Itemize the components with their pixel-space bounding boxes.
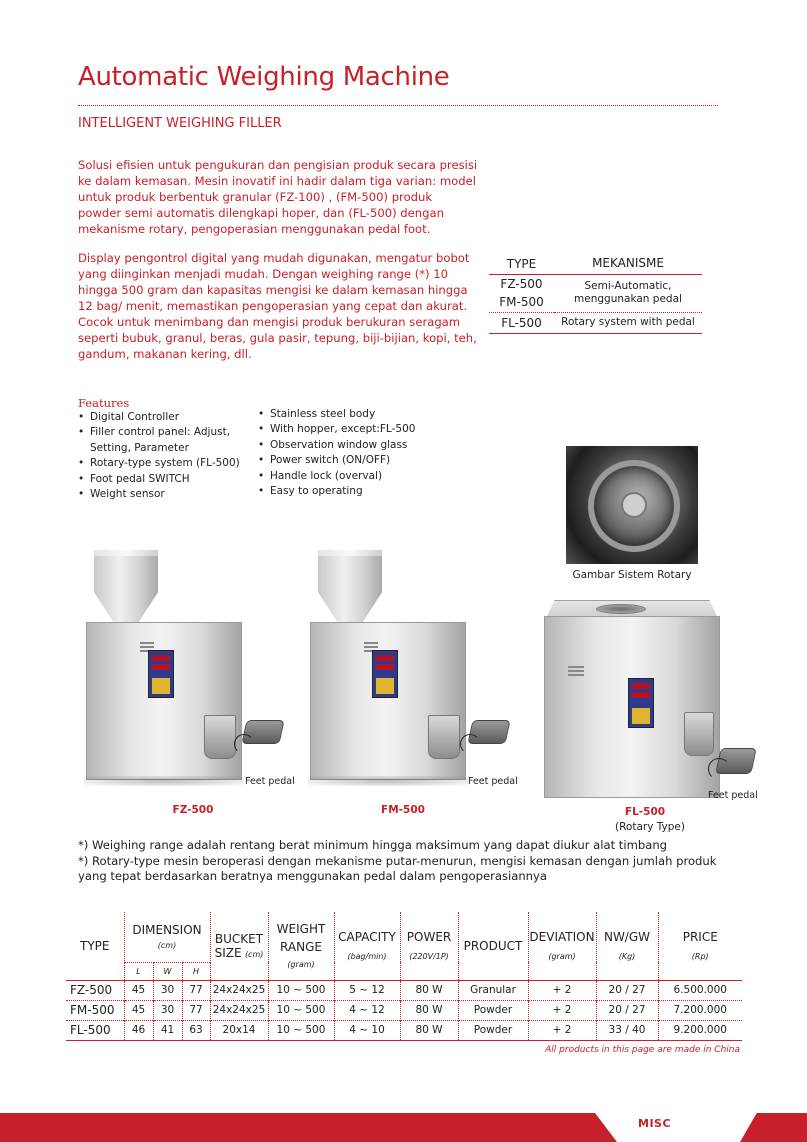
spec-header-power: POWER [406, 930, 452, 945]
spec-cell-deviation: + 2 [528, 1000, 596, 1020]
fl-500-machine-image [540, 600, 760, 800]
spec-cell-type: FZ-500 [66, 980, 124, 1000]
fm-500-machine-image [308, 550, 478, 790]
spec-cell-bucket: 20x14 [210, 1020, 268, 1040]
list-item: • Easy to operating [257, 484, 457, 499]
spec-cell-h: 77 [182, 980, 210, 1000]
spec-cell-l: 45 [124, 1000, 153, 1020]
page-title: Automatic Weighing Machine [78, 62, 450, 92]
footer-section-label: MISC [638, 1117, 672, 1130]
spec-table [66, 912, 742, 1041]
spec-cell-type: FM-500 [66, 1000, 124, 1020]
spec-cell-nwgw: 20 / 27 [596, 1000, 658, 1020]
footer-bar-edge [595, 1113, 617, 1142]
table-row [489, 312, 702, 333]
spec-cell-deviation: + 2 [528, 980, 596, 1000]
footnote: *) Weighing range adalah rentang berat minimum hingga maksimum yang dapat diukur alat timbang [78, 838, 668, 852]
table-row [489, 274, 702, 312]
spec-header-price: PRICE [682, 930, 718, 945]
fz-500-label: FZ-500 [172, 804, 214, 816]
mechanism-table [489, 254, 702, 334]
spec-header-deviation-unit: (gram) [548, 952, 576, 962]
list-item: • With hopper, except:FL-500 [257, 422, 457, 437]
spec-cell-l: 46 [124, 1020, 153, 1040]
list-item: • Weight sensor [77, 487, 242, 502]
mechanism-value: Rotary system with pedal [554, 312, 702, 333]
footer-bar-right [740, 1113, 807, 1142]
mechanism-header-type: TYPE [489, 254, 554, 274]
spec-cell-h: 63 [182, 1020, 210, 1040]
list-item: • Digital Controller [77, 410, 242, 425]
spec-header-bucket-size: SIZE [214, 945, 242, 960]
list-item: • Handle lock (overval) [257, 469, 457, 484]
list-item: • Power switch (ON/OFF) [257, 453, 457, 468]
footer-bar [0, 1113, 595, 1142]
spec-header-range: RANGE [280, 940, 322, 955]
spec-header-deviation: DEVIATION [529, 930, 595, 945]
spec-header-type: TYPE [80, 938, 110, 953]
spec-cell-w: 30 [153, 980, 182, 1000]
spec-cell-product: Powder [458, 1020, 528, 1040]
spec-cell-weight: 10 ~ 500 [268, 1020, 334, 1040]
spec-header-dim-w: W [153, 962, 182, 980]
spec-header-bucket: BUCKET [214, 931, 264, 946]
spec-cell-weight: 10 ~ 500 [268, 1000, 334, 1020]
spec-cell-price: 7.200.000 [673, 1004, 727, 1016]
spec-header-power-unit: (220V/1P) [409, 952, 449, 962]
list-item: • Foot pedal SWITCH [77, 472, 242, 487]
spec-cell-l: 45 [124, 980, 153, 1000]
spec-header-capacity: CAPACITY [338, 930, 396, 945]
spec-cell-price: 9.200.000 [673, 1024, 727, 1036]
intro-paragraph-2: Display pengontrol digital yang mudah digunakan, mengatur bobot yang diinginkan menjadi mudah. Dengan weighing range (*) 10 hingga 500 gram dan kapasitas mengisi ke dalam kemasan hingga 12 bag/ menit, memastikan pengoperasian yang cepat dan akurat. Cocok untuk menimbang dan mengisi produk berukuran seragam seperti bubuk, granul, beras, gula pasir, tepung, biji-bijian, kopi, teh, gandum, makanan kering, dll. [78, 251, 477, 361]
spec-cell-capacity: 4 ~ 12 [334, 1000, 400, 1020]
spec-cell-price: 6.500.000 [673, 984, 727, 996]
fz-500-machine-image [84, 550, 254, 790]
list-item: • Stainless steel body [257, 407, 457, 422]
list-item: • Observation window glass [257, 438, 457, 453]
features-list-left [77, 410, 242, 502]
mechanism-value: Semi-Automatic, [584, 280, 672, 292]
mechanism-value: menggunakan pedal [574, 293, 682, 305]
intro-paragraph-1: Solusi efisien untuk pengukuran dan pengisian produk secara presisi ke dalam kemasan. Mesin inovatif ini hadir dalam tiga varian: model untuk produk berbentuk granular (FZ-100) , (FM-500) produk powder semi automatis dilengkapi hoper, dan (FL-500) dengan mekanisme rotary, pengoperasian menggunakan pedal foot. [78, 158, 478, 236]
table-row [66, 1020, 742, 1040]
fl-500-sublabel: (Rotary Type) [615, 821, 685, 833]
spec-cell-product: Powder [458, 1000, 528, 1020]
spec-header-capacity-unit: (bag/min) [347, 952, 387, 962]
spec-header-dim-h: H [182, 962, 210, 980]
mechanism-header-mechanism: MEKANISME [554, 254, 702, 274]
spec-header-product: PRODUCT [458, 912, 528, 980]
fm-500-label: FM-500 [381, 804, 425, 816]
spec-cell-nwgw: 20 / 27 [596, 980, 658, 1000]
page-subtitle: INTELLIGENT WEIGHING FILLER [78, 116, 282, 131]
spec-header-dim-l: L [124, 962, 153, 980]
rotary-caption: Gambar Sistem Rotary [572, 569, 692, 581]
spec-header-nwgw: NW/GW [603, 930, 651, 945]
title-divider [78, 105, 718, 106]
spec-cell-power: 80 W [400, 1020, 458, 1040]
footnotes [78, 838, 738, 885]
table-row [66, 980, 742, 1000]
spec-header-price-unit: (Rp) [691, 952, 709, 962]
list-item: • Rotary-type system (FL-500) [77, 456, 242, 471]
fl-500-label: FL-500 [624, 806, 666, 818]
spec-cell-w: 30 [153, 1000, 182, 1020]
spec-cell-product: Granular [458, 980, 528, 1000]
spec-header-bucket-unit: (cm) [244, 949, 264, 959]
spec-header-weight-unit: (gram) [287, 960, 315, 970]
spec-cell-bucket: 24x24x25 [210, 980, 268, 1000]
spec-cell-w: 41 [153, 1020, 182, 1040]
feet-pedal-label: Feet pedal [468, 776, 518, 787]
origin-note: All products in this page are made in China [545, 1045, 740, 1055]
spec-cell-power: 80 W [400, 980, 458, 1000]
rotary-system-photo [566, 446, 698, 564]
footnote: *) Rotary-type mesin beroperasi dengan mekanisme putar-menurun, mengisi kemasan dengan jumlah produk yang tepat berdasarkan beratnya menggunakan pedal dalam pengoperasiannya [78, 853, 717, 883]
features-title: Features [78, 396, 130, 410]
spec-cell-nwgw: 33 / 40 [596, 1020, 658, 1040]
spec-cell-type: FL-500 [66, 1020, 124, 1040]
mechanism-type: FL-500 [489, 312, 554, 333]
mechanism-type: FZ-500 [500, 277, 543, 291]
spec-cell-bucket: 24x24x25 [210, 1000, 268, 1020]
spec-header-dimension-unit: (cm) [157, 941, 177, 951]
spec-cell-power: 80 W [400, 1000, 458, 1020]
table-row [66, 1000, 742, 1020]
features-list-right [257, 407, 457, 499]
spec-cell-h: 77 [182, 1000, 210, 1020]
spec-header-weight: WEIGHT [276, 922, 326, 937]
spec-cell-deviation: + 2 [528, 1020, 596, 1040]
feet-pedal-label: Feet pedal [245, 776, 295, 787]
mechanism-type: FM-500 [499, 295, 544, 309]
spec-cell-capacity: 5 ~ 12 [334, 980, 400, 1000]
list-item: • Filler control panel: Adjust, Setting, Parameter [77, 425, 242, 456]
spec-cell-weight: 10 ~ 500 [268, 980, 334, 1000]
spec-header-dimension: DIMENSION [132, 923, 202, 938]
spec-cell-capacity: 4 ~ 10 [334, 1020, 400, 1040]
feet-pedal-label: Feet pedal [708, 790, 758, 801]
spec-header-nwgw-unit: (Kg) [618, 952, 636, 962]
